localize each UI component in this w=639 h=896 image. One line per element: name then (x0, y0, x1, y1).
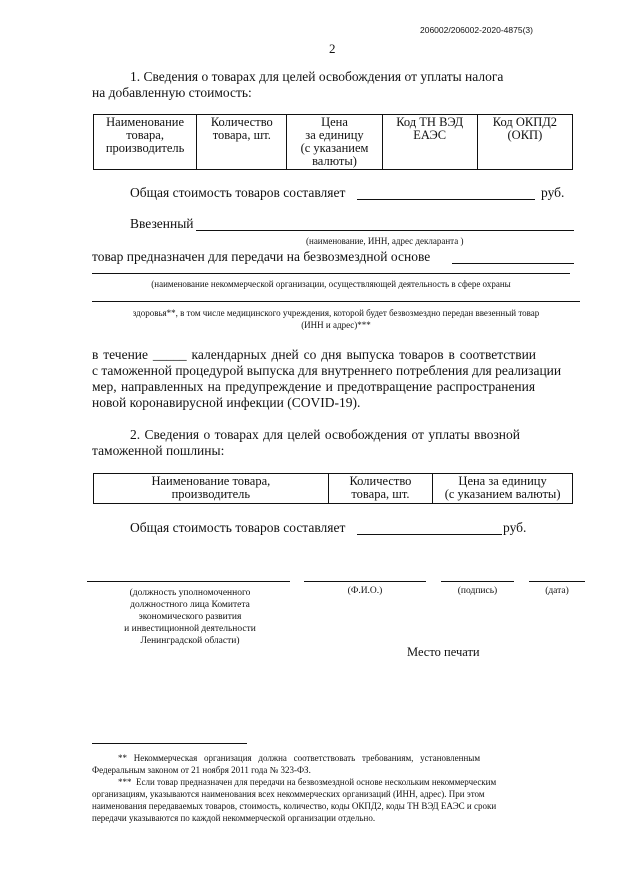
section1-total-field[interactable] (357, 199, 535, 200)
footnotes (92, 752, 580, 824)
section1-title-line1: 1. Сведения о товарах для целей освобождения от уплаты налога (130, 69, 504, 84)
term-line2: с таможенной процедурой выпуска для внутреннего потребления для реализации (92, 363, 562, 378)
organization-caption: (наименование некоммерческой организации, осуществляющей деятельность в сфере охраны (151, 279, 511, 289)
section2-total-unit: руб. (503, 520, 527, 535)
inn-caption: (ИНН и адрес)*** (301, 320, 371, 330)
col-header-tnved: Код ТН ВЭД ЕАЭС (382, 115, 477, 170)
position-caption: (должность уполномоченного должностного лица Комитета экономического развития и инвестиционной деятельности Ленинградской области) (124, 588, 256, 646)
purpose-text: товар предназначен для передачи на безвозмездной основе (92, 249, 431, 264)
section2-goods-table (93, 473, 573, 504)
section2-title-line2: таможенной пошлины: (92, 443, 225, 458)
footnote-3-line3: наименования передаваемых товаров, стоимость, количество, коды ОКПД2, коды ТН ВЭД ЕАЭС и сроки (92, 801, 497, 811)
purpose-field[interactable] (452, 263, 574, 264)
signature-field[interactable] (441, 581, 514, 582)
term-line1: в течение _____ календарных дней со дня выпуска товаров в соответствии (92, 347, 537, 362)
date-field[interactable] (529, 581, 585, 582)
health-caption: здоровья**, в том числе медицинского учреждения, которой будет безвозмездно передан ввезенный товар (132, 308, 540, 318)
section2-total-field[interactable] (357, 534, 502, 535)
sign-caption: (подпись) (457, 586, 498, 596)
term-line4: новой коронавирусной инфекции (COVID-19). (92, 395, 361, 410)
section1-total-unit: руб. (541, 185, 565, 200)
position-field[interactable] (87, 581, 290, 582)
document-number: 206002/206002-2020-4875(3) (420, 25, 533, 35)
col-header-okpd2: Код ОКПД2 (ОКП) (477, 115, 572, 170)
col2-header-quantity: Количество товара, шт. (328, 474, 432, 504)
section2-title-line1: 2. Сведения о товарах для целей освобождения от уплаты ввозной (130, 427, 520, 442)
footnote-separator (92, 743, 247, 744)
page-number: 2 (329, 41, 336, 56)
footnote-2-line1: ** Некоммерческая организация должна соответствовать требованиям, установленным (118, 753, 481, 763)
footnote-3-line1: *** Если товар предназначен для передачи на безвозмездной основе нескольким некоммерческим (118, 777, 497, 787)
section2-total-label: Общая стоимость товаров составляет (130, 520, 346, 535)
col-header-name: Наименование товара, производитель (94, 115, 197, 170)
term-line3: мер, направленных на предупреждение и предотвращение распространения (92, 379, 536, 394)
col-header-quantity: Количество товара, шт. (197, 115, 287, 170)
declarant-field[interactable] (196, 230, 574, 231)
date-caption: (дата) (545, 586, 569, 596)
organization-field-2[interactable] (92, 301, 580, 302)
section1-title-line2: на добавленную стоимость: (92, 85, 252, 100)
organization-field[interactable] (92, 273, 570, 274)
imported-label: Ввезенный (130, 216, 194, 231)
section1-total-label: Общая стоимость товаров составляет (130, 185, 346, 200)
col2-header-name: Наименование товара, производитель (94, 474, 329, 504)
footnote-2-line2: Федеральным законом от 21 ноября 2011 года № 323-ФЗ. (92, 765, 311, 775)
col2-header-price: Цена за единицу (с указанием валюты) (433, 474, 573, 504)
footnote-3-line2: организациям, указываются наименования всех некоммерческих организаций (ИНН, адрес). При этом (92, 789, 485, 799)
fio-field[interactable] (304, 581, 426, 582)
section1-goods-table (93, 114, 573, 170)
fio-caption: (Ф.И.О.) (347, 586, 383, 596)
footnote-3-line4: передачи указываются по каждой некоммерческой организации отдельно. (92, 813, 376, 823)
stamp-label: Место печати (407, 645, 480, 659)
declarant-caption: (наименование, ИНН, адрес декларанта ) (306, 236, 464, 246)
col-header-price: Цена за единицу (с указанием валюты) (287, 115, 382, 170)
